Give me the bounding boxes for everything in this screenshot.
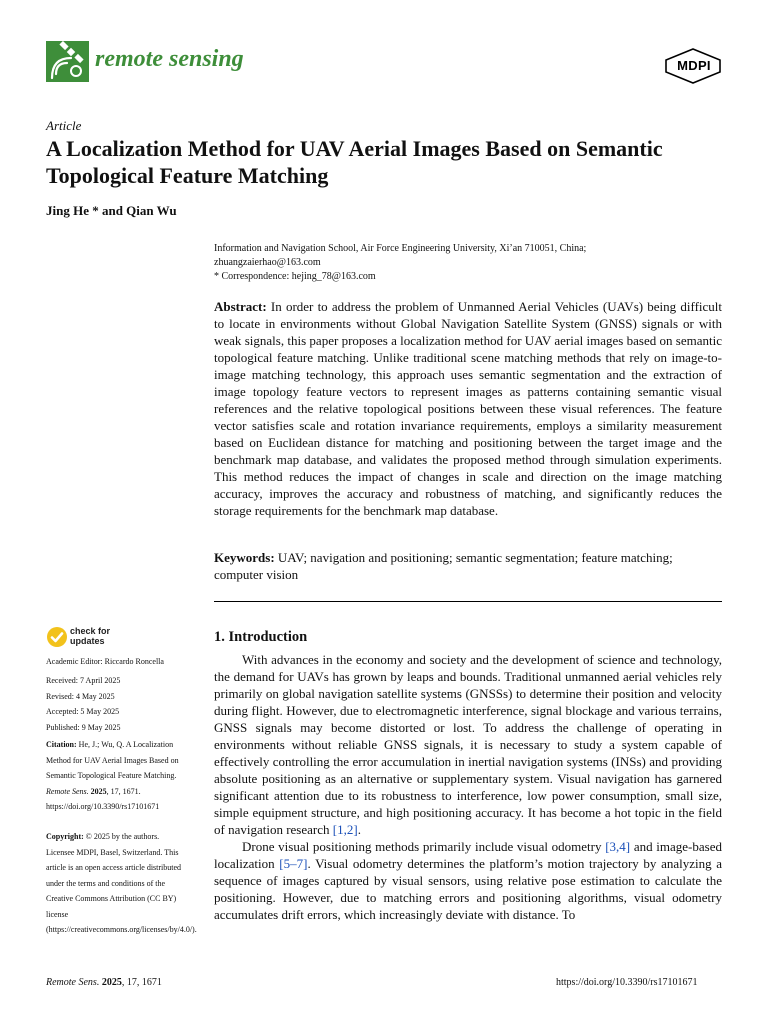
citation: [46, 737, 198, 815]
citation-link[interactable]: [3,4]: [605, 839, 631, 854]
accepted-date: Accepted: 5 May 2025: [46, 707, 120, 716]
abstract: [214, 298, 722, 519]
abstract-label: Abstract:: [214, 299, 267, 314]
copyright: [46, 829, 197, 938]
authors: Jing He * and Qian Wu: [46, 203, 177, 218]
correspondence: * Correspondence: hejing_78@163.com: [214, 271, 376, 282]
keywords: [214, 549, 722, 583]
paragraph-text: With advances in the economy and society and the development of science and technology, the demand for UAVs has grown by leaps and bounds. Traditional unmanned aerial vehicles rely primarily on global navigation satellite systems (GNSSs) to determine their position and velocity during flight. However, due to electromagnetic interference, signal blockage and various terrains, GNSS signals may become distorted or lost. To address the challenge of operating in environments without reliable GNSS signals, it is necessary to study a system capable of effectively controlling the error accumulation in inertial navigation systems (INSs) and providing absolute positioning as an alternative or supplementary system. Visual navigation has garnered significant attention due to its robustness to interference, low power consumption, small size, simple equipment structure, and high positioning accuracy. It has become a hot topic in the field of navigation research: [214, 652, 722, 837]
footer-year: 2025: [101, 977, 122, 988]
paragraph: [214, 651, 722, 838]
check-line1: check for: [70, 626, 111, 636]
journal-logo-icon: [46, 41, 89, 82]
citation-rest[interactable]: , 17, 1671. https://doi.org/10.3390/rs17101671: [46, 786, 160, 811]
academic-editor: Academic Editor: Riccardo Roncella: [46, 657, 164, 666]
citation-link[interactable]: [5–7]: [279, 856, 308, 871]
footer-doi-link[interactable]: https://doi.org/10.3390/rs17101671: [556, 977, 698, 988]
affiliation-email: zhuangzaierhao@163.com: [214, 257, 321, 268]
section-heading: 1. Introduction: [214, 629, 308, 645]
affiliation: [214, 242, 734, 284]
dates: [46, 673, 206, 735]
paragraph-text: and image-based localization: [214, 839, 722, 871]
introduction-body: [214, 651, 722, 923]
paragraph-text: Drone visual positioning methods primarily include visual odometry: [242, 839, 606, 854]
received-date: Received: 7 April 2025: [46, 676, 121, 685]
footer-citation: [46, 977, 162, 988]
article-title: A Localization Method for UAV Aerial Images Based on Semantic Topological Feature Matching: [46, 136, 663, 188]
affiliation-line: Information and Navigation School, Air Force Engineering University, Xi’an 710051, China;: [214, 243, 587, 254]
divider: [214, 601, 722, 602]
footer-journal: Remote Sens.: [46, 977, 100, 988]
journal-name: remote sensing: [95, 46, 244, 72]
published-date: Published: 9 May 2025: [46, 722, 121, 732]
check-line2: updates: [70, 636, 105, 646]
copyright-label: Copyright:: [46, 832, 84, 841]
footer-volume: , 17, 1671: [121, 977, 162, 988]
paragraph-text: . Visual odometry determines the platform’s motion trajectory by analyzing a sequence of images captured by visual sensors, using relative pose estimation to calculate the positioning. However, due to matching errors and positioning algorithms, visual odometry accumulates drift errors, which increasingly deviate with distance. To: [214, 856, 722, 922]
citation-year: 2025: [90, 786, 107, 796]
mdpi-logo-text: MDPI: [677, 58, 711, 73]
keywords-label: Keywords:: [214, 550, 275, 565]
revised-date: Revised: 4 May 2025: [46, 691, 115, 701]
article-type: Article: [46, 118, 82, 133]
citation-journal: Remote Sens.: [46, 786, 89, 796]
citation-label: Citation:: [46, 740, 77, 749]
citation-link[interactable]: [1,2]: [332, 822, 358, 837]
paragraph: [214, 838, 722, 923]
check-for-updates-icon[interactable]: [46, 626, 68, 653]
check-for-updates-label[interactable]: [70, 626, 110, 646]
copyright-text: © 2025 by the authors. Licensee MDPI, Basel, Switzerland. This article is an open access article distributed under the terms and conditions of the Creative Commons Attribution (CC BY) license (https://creativecommons.org/licenses/by/4.0/).: [46, 832, 197, 934]
keywords-text: UAV; navigation and positioning; semantic segmentation; feature matching; computer vision: [214, 550, 673, 582]
paragraph-text: .: [357, 822, 361, 837]
citation-text: He, J.; Wu, Q. A Localization Method for UAV Aerial Images Based on Semantic Topological Feature Matching.: [46, 740, 179, 780]
abstract-text: In order to address the problem of Unmanned Aerial Vehicles (UAVs) being difficult to locate in environments without Global Navigation Satellite System (GNSS) signals or with weak signals, this paper proposes a localization method for UAV aerial images based on semantic topological feature matching. Unlike traditional scene matching methods that rely on image-to-image matching technology, this approach uses semantic segmentation and the extraction of image topology feature vectors to represent images as patterns containing semantic visual references and the relative topological positions between these visual references. The feature vector satisfies scale and rotation invariance requirements, employs a similarity measurement based on Euclidean distance for matching and positioning between the target image and the benchmark map database, and validates the proposed method through simulation experiments. This method reduces the impact of changes in scale and direction on the image matching accuracy, improves the accuracy and robustness of matching, and significantly reduces the storage requirements for the benchmark map database.: [214, 299, 723, 518]
